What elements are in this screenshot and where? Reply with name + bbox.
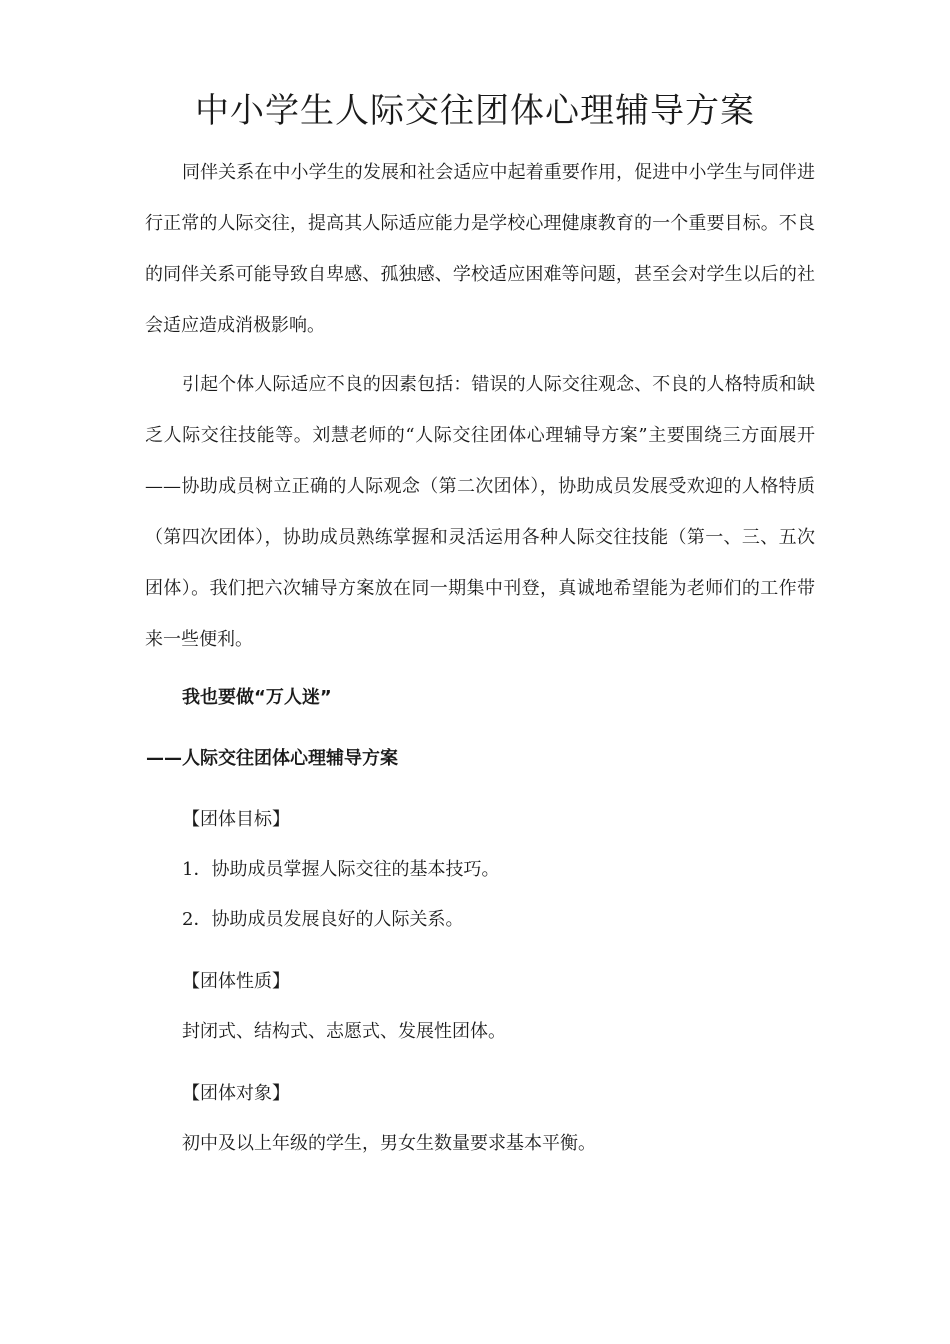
intro-paragraph: 同伴关系在中小学生的发展和社会适应中起着重要作用，促进中小学生与同伴进行正常的人际交往，提高其人际适应能力是学校心理健康教育的一个重要目标。不良的同伴关系可能导致自卑感、孤独感、学校适应困难等问题，甚至会对学生以后的社会适应造成消极影响。 xyxy=(145,162,815,336)
program-subheading: ——人际交往团体心理辅导方案 xyxy=(146,748,398,769)
goal-item: 2．协助成员发展良好的人际关系。 xyxy=(182,909,464,930)
program-heading: 我也要做“万人迷” xyxy=(182,687,332,708)
nature-text: 封闭式、结构式、志愿式、发展性团体。 xyxy=(182,1021,506,1042)
target-text: 初中及以上年级的学生，男女生数量要求基本平衡。 xyxy=(182,1133,596,1154)
document-title: 中小学生人际交往团体心理辅导方案 xyxy=(195,91,755,131)
nature-label: 【团体性质】 xyxy=(182,971,290,992)
goals-label: 【团体目标】 xyxy=(182,809,290,830)
factors-paragraph: 引起个体人际适应不良的因素包括：错误的人际交往观念、不良的人格特质和缺乏人际交往技能等。刘慧老师的“人际交往团体心理辅导方案”主要围绕三方面展开——协助成员树立正确的人际观念（第二次团体），协助成员发展受欢迎的人格特质（第四次团体），协助成员熟练掌握和灵活运用各种人际交往技能（第一、三、五次团体）。我们把六次辅导方案放在同一期集中刊登，真诚地希望能为老师们的工作带来一些便利。 xyxy=(145,374,815,650)
target-label: 【团体对象】 xyxy=(182,1083,290,1104)
goal-item: 1．协助成员掌握人际交往的基本技巧。 xyxy=(182,859,500,880)
